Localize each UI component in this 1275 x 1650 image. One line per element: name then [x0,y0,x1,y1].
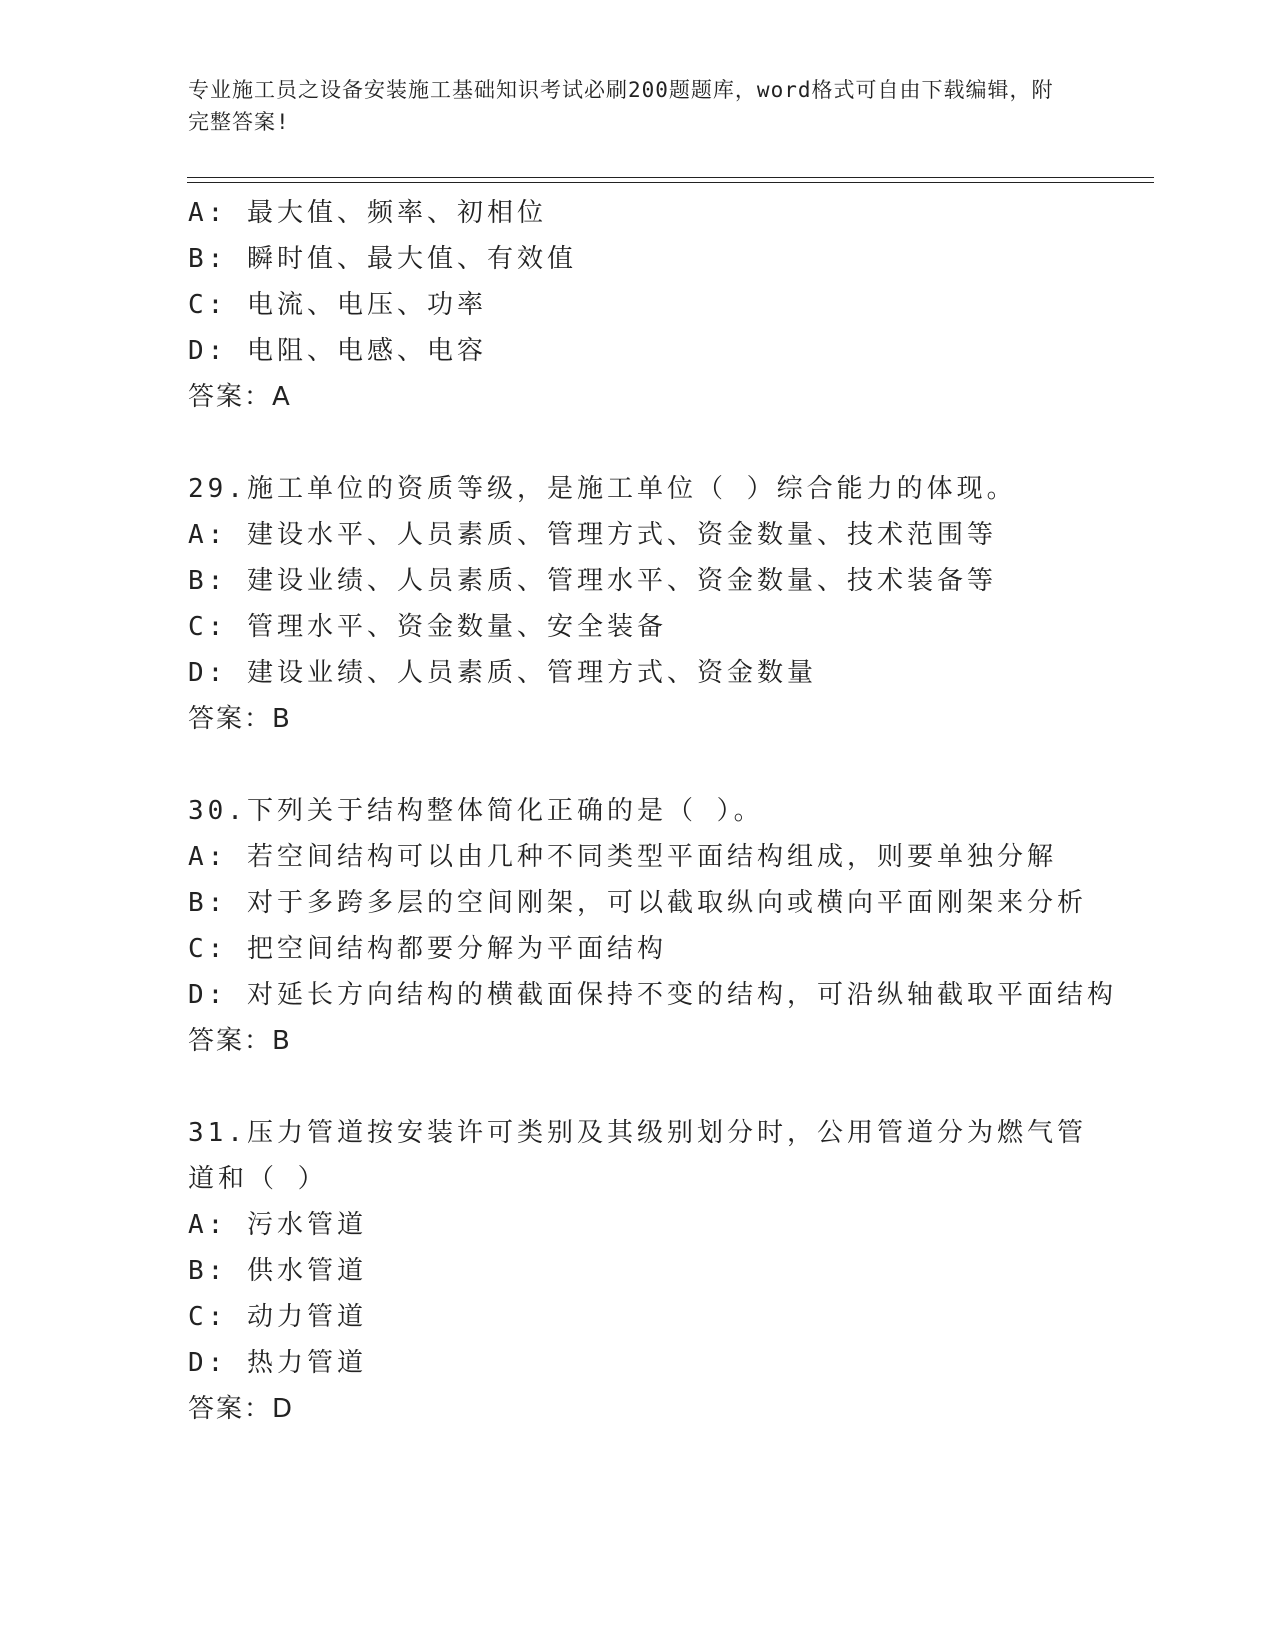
answer: 答案：D [188,1394,295,1424]
question-29 [188,466,1088,742]
header-rule-top [187,177,1154,178]
question-28-continued [188,190,1088,420]
option-c: C: 管理水平、资金数量、安全装备 [188,612,667,642]
option-d: D: 建设业绩、人员素质、管理方式、资金数量 [188,658,817,688]
answer: 答案：A [188,382,292,412]
option-c: C: 动力管道 [188,1302,367,1332]
option-a: A: 污水管道 [188,1210,367,1240]
option-b: B: 供水管道 [188,1256,367,1286]
document-body [188,190,1117,1432]
option-c: C: 电流、电压、功率 [188,290,487,320]
option-a: A: 建设水平、人员素质、管理方式、资金数量、技术范围等 [188,520,997,550]
option-d: D: 电阻、电感、电容 [188,336,487,366]
spacer [188,420,1088,466]
question-stem: 29.施工单位的资质等级，是施工单位（ ）综合能力的体现。 [188,474,1017,504]
header-rule-bottom [187,182,1154,183]
option-d: D: 热力管道 [188,1348,367,1378]
answer: 答案：B [188,704,292,734]
option-b: B: 瞬时值、最大值、有效值 [188,244,577,274]
spacer [188,742,1088,788]
option-c: C: 把空间结构都要分解为平面结构 [188,934,667,964]
spacer [188,1064,1088,1110]
option-b: B: 建设业绩、人员素质、管理水平、资金数量、技术装备等 [188,566,997,596]
option-b: B: 对于多跨多层的空间刚架，可以截取纵向或横向平面刚架来分析 [188,888,1087,918]
question-30 [188,788,1117,1064]
question-stem: 30.下列关于结构整体简化正确的是（ ）。 [188,796,764,826]
document-header: 专业施工员之设备安装施工基础知识考试必刷200题题库，word格式可自由下载编辑，附完整答案! [188,78,1054,134]
question-31 [188,1110,1088,1432]
answer: 答案：B [188,1026,292,1056]
option-a: A: 最大值、频率、初相位 [188,198,547,228]
option-a: A: 若空间结构可以由几种不同类型平面结构组成，则要单独分解 [188,842,1057,872]
option-d: D: 对延长方向结构的横截面保持不变的结构，可沿纵轴截取平面结构 [188,980,1117,1010]
question-stem: 31.压力管道按安装许可类别及其级别划分时，公用管道分为燃气管道和（ ） [188,1118,1087,1194]
